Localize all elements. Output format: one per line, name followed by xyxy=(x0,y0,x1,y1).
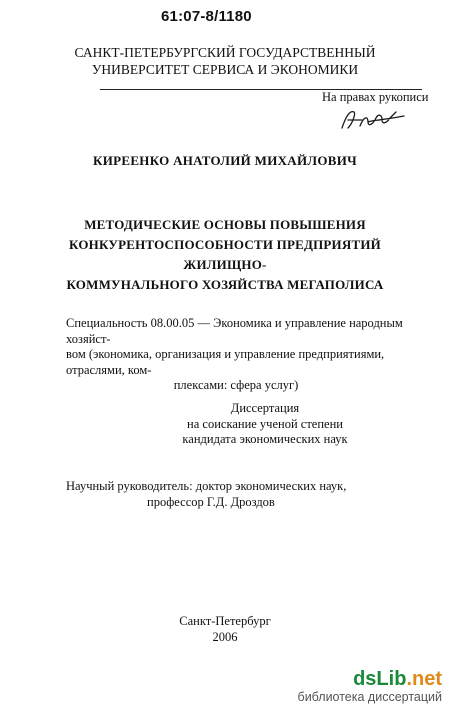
watermark-logo-main: dsLib xyxy=(353,668,407,690)
catalog-number: 61:07-8/1180 xyxy=(161,8,252,25)
title-line-3: КОММУНАЛЬНОГО ХОЗЯЙСТВА МЕГАПОЛИСА xyxy=(66,277,384,292)
supervisor-line-2: профессор Г.Д. Дроздов xyxy=(147,495,275,509)
year: 2006 xyxy=(212,630,238,644)
handwritten-signature xyxy=(338,106,408,132)
place-and-year xyxy=(0,613,450,645)
university-name xyxy=(0,44,450,78)
degree-line-3: кандидата экономических наук xyxy=(182,432,348,446)
supervisor-line-1: Научный руководитель: доктор экономических наук, xyxy=(66,479,347,493)
watermark-logo-suffix: .net xyxy=(406,668,442,690)
university-line-1: САНКТ-ПЕТЕРБУРГСКИЙ ГОСУДАРСТВЕННЫЙ xyxy=(74,45,376,60)
author-name: КИРЕЕНКО АНАТОЛИЙ МИХАЙЛОВИЧ xyxy=(92,153,358,168)
specialty-block xyxy=(66,316,426,394)
degree-line-2: на соискание ученой степени xyxy=(187,416,343,431)
dissertation-title xyxy=(30,215,420,295)
watermark xyxy=(262,668,442,705)
watermark-subtitle: библиотека диссертаций xyxy=(297,690,442,704)
supervisor-block xyxy=(66,478,366,510)
rights-note: На правах рукописи xyxy=(322,90,429,104)
watermark-logo xyxy=(262,668,442,690)
degree-line-1: Диссертация xyxy=(230,401,300,415)
title-line-2: КОНКУРЕНТОСПОСОБНОСТИ ПРЕДПРИЯТИЙ ЖИЛИЩНО- xyxy=(69,237,381,272)
title-line-1: МЕТОДИЧЕСКИЕ ОСНОВЫ ПОВЫШЕНИЯ xyxy=(84,217,366,232)
city: Санкт-Петербург xyxy=(179,614,271,628)
specialty-line-1: Специальность 08.00.05 — Экономика и управление народным хозяйст- xyxy=(66,316,403,346)
university-line-2: УНИВЕРСИТЕТ СЕРВИСА И ЭКОНОМИКИ xyxy=(91,62,359,77)
degree-block xyxy=(140,401,390,448)
specialty-line-3: плексами: сфера услуг) xyxy=(173,378,299,392)
specialty-line-2: вом (экономика, организация и управление предприятиями, отраслями, ком- xyxy=(66,347,385,377)
